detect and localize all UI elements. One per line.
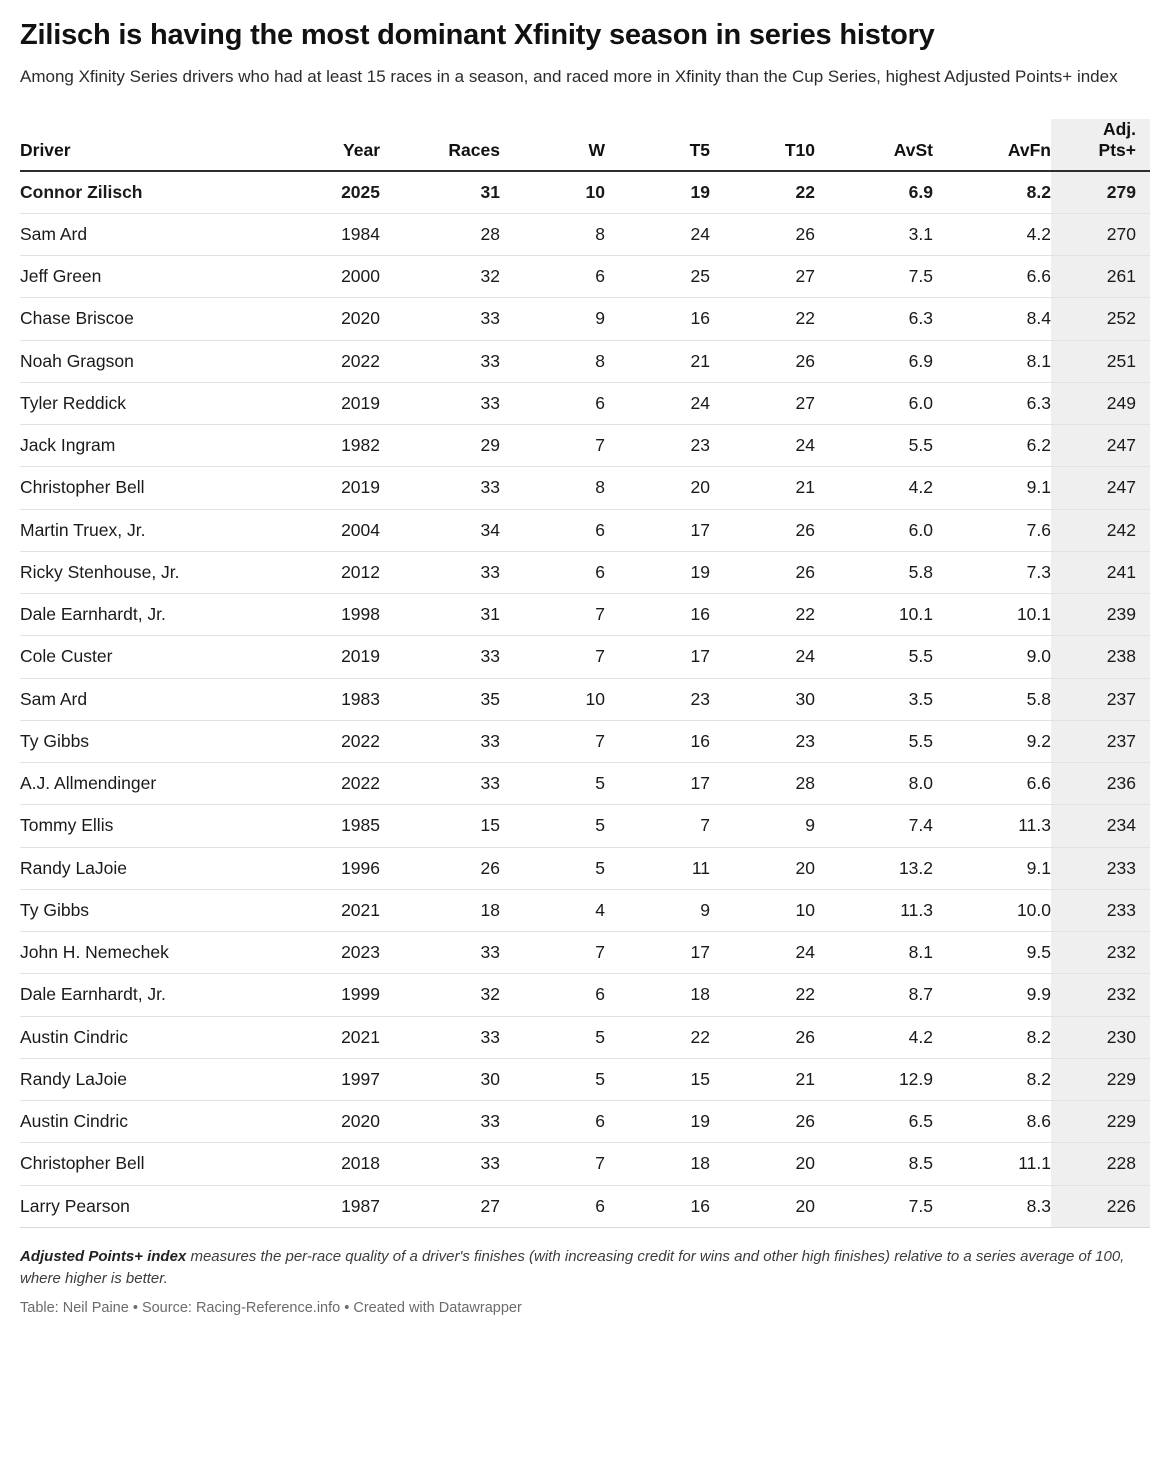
table-row	[20, 298, 1150, 340]
cell-races: 31	[380, 171, 500, 214]
cell-year: 1996	[270, 847, 380, 889]
cell-driver: Noah Gragson	[20, 340, 270, 382]
cell-adj-pts: 261	[1051, 256, 1150, 298]
cell-year: 2025	[270, 171, 380, 214]
cell-adj-pts: 232	[1051, 974, 1150, 1016]
cell-top10: 28	[710, 763, 815, 805]
cell-year: 2022	[270, 720, 380, 762]
cell-wins: 7	[500, 720, 605, 762]
cell-top10: 26	[710, 551, 815, 593]
cell-avst: 8.0	[815, 763, 933, 805]
cell-avfn: 6.6	[933, 256, 1051, 298]
cell-races: 18	[380, 889, 500, 931]
cell-year: 2000	[270, 256, 380, 298]
table-row	[20, 1101, 1150, 1143]
cell-top5: 17	[605, 932, 710, 974]
cell-wins: 8	[500, 213, 605, 255]
cell-driver: Austin Cindric	[20, 1016, 270, 1058]
cell-driver: Sam Ard	[20, 678, 270, 720]
cell-top10: 22	[710, 594, 815, 636]
cell-year: 1985	[270, 805, 380, 847]
cell-races: 29	[380, 425, 500, 467]
cell-top5: 11	[605, 847, 710, 889]
cell-adj-pts: 236	[1051, 763, 1150, 805]
table-row	[20, 256, 1150, 298]
cell-races: 33	[380, 932, 500, 974]
cell-top5: 17	[605, 509, 710, 551]
cell-top10: 24	[710, 932, 815, 974]
cell-wins: 5	[500, 1058, 605, 1100]
cell-year: 1998	[270, 594, 380, 636]
cell-top5: 15	[605, 1058, 710, 1100]
cell-driver: Jack Ingram	[20, 425, 270, 467]
cell-driver: Chase Briscoe	[20, 298, 270, 340]
cell-top10: 23	[710, 720, 815, 762]
cell-driver: Dale Earnhardt, Jr.	[20, 594, 270, 636]
cell-wins: 10	[500, 678, 605, 720]
cell-driver: Martin Truex, Jr.	[20, 509, 270, 551]
page-title: Zilisch is having the most dominant Xfinity season in series history	[20, 19, 935, 51]
footnote-lead: Adjusted Points+ index	[20, 1247, 187, 1265]
adj-header-line1: Adj.	[1102, 119, 1136, 140]
cell-year: 1983	[270, 678, 380, 720]
cell-top10: 22	[710, 974, 815, 1016]
cell-top10: 30	[710, 678, 815, 720]
cell-top5: 17	[605, 763, 710, 805]
cell-avfn: 8.2	[933, 171, 1051, 214]
cell-avst: 5.5	[815, 720, 933, 762]
cell-top5: 16	[605, 298, 710, 340]
cell-avfn: 8.3	[933, 1185, 1051, 1227]
table-row	[20, 551, 1150, 593]
cell-races: 33	[380, 636, 500, 678]
cell-driver: Cole Custer	[20, 636, 270, 678]
cell-year: 2022	[270, 763, 380, 805]
cell-avfn: 6.6	[933, 763, 1051, 805]
cell-top10: 21	[710, 1058, 815, 1100]
cell-races: 35	[380, 678, 500, 720]
cell-top10: 20	[710, 1185, 815, 1227]
cell-wins: 6	[500, 382, 605, 424]
cell-wins: 6	[500, 551, 605, 593]
cell-driver: Ricky Stenhouse, Jr.	[20, 551, 270, 593]
cell-races: 32	[380, 974, 500, 1016]
cell-top5: 18	[605, 974, 710, 1016]
cell-adj-pts: 247	[1051, 467, 1150, 509]
cell-adj-pts: 228	[1051, 1143, 1150, 1185]
cell-avfn: 9.1	[933, 467, 1051, 509]
cell-avfn: 10.1	[933, 594, 1051, 636]
cell-avst: 3.1	[815, 213, 933, 255]
cell-avfn: 8.2	[933, 1058, 1051, 1100]
cell-wins: 7	[500, 594, 605, 636]
footnote-rest: measures the per-race quality of a driver's finishes (with increasing credit for wins and other high finishes) relative to a series average of 100, where higher is better.	[20, 1247, 1125, 1287]
cell-top10: 20	[710, 847, 815, 889]
table-body	[20, 171, 1150, 1228]
cell-avst: 10.1	[815, 594, 933, 636]
cell-year: 2004	[270, 509, 380, 551]
cell-year: 2021	[270, 889, 380, 931]
cell-top5: 19	[605, 1101, 710, 1143]
cell-races: 26	[380, 847, 500, 889]
cell-wins: 5	[500, 1016, 605, 1058]
cell-races: 27	[380, 1185, 500, 1227]
cell-avst: 6.9	[815, 340, 933, 382]
cell-avfn: 6.3	[933, 382, 1051, 424]
column-header-avfn[interactable]: AvFn	[933, 119, 1051, 170]
cell-wins: 7	[500, 932, 605, 974]
cell-top5: 21	[605, 340, 710, 382]
cell-top10: 26	[710, 340, 815, 382]
cell-year: 1987	[270, 1185, 380, 1227]
cell-avst: 6.5	[815, 1101, 933, 1143]
cell-driver: Jeff Green	[20, 256, 270, 298]
cell-year: 1997	[270, 1058, 380, 1100]
table-row	[20, 171, 1150, 214]
cell-top5: 22	[605, 1016, 710, 1058]
cell-avst: 7.5	[815, 256, 933, 298]
column-header-wins[interactable]: W	[500, 119, 605, 170]
cell-adj-pts: 230	[1051, 1016, 1150, 1058]
table-row	[20, 1185, 1150, 1227]
cell-avst: 4.2	[815, 467, 933, 509]
cell-adj-pts: 233	[1051, 889, 1150, 931]
cell-driver: A.J. Allmendinger	[20, 763, 270, 805]
table-header	[20, 119, 1150, 170]
cell-top5: 24	[605, 382, 710, 424]
cell-adj-pts: 270	[1051, 213, 1150, 255]
column-header-top10[interactable]: T10	[710, 119, 815, 170]
cell-avst: 6.9	[815, 171, 933, 214]
cell-driver: Tyler Reddick	[20, 382, 270, 424]
cell-avst: 7.5	[815, 1185, 933, 1227]
cell-avfn: 8.6	[933, 1101, 1051, 1143]
cell-year: 2023	[270, 932, 380, 974]
page-subtitle: Among Xfinity Series drivers who had at least 15 races in a season, and raced more in Xfinity than the Cup Series, highest Adjusted Points+ index	[20, 66, 1118, 86]
cell-avst: 6.3	[815, 298, 933, 340]
cell-year: 2019	[270, 382, 380, 424]
table-row	[20, 467, 1150, 509]
table-row	[20, 932, 1150, 974]
credit-line: Table: Neil Paine • Source: Racing-Reference.info • Created with Datawrapper	[20, 1300, 522, 1317]
cell-adj-pts: 226	[1051, 1185, 1150, 1227]
stats-table	[20, 119, 1150, 1228]
cell-avfn: 7.3	[933, 551, 1051, 593]
cell-avfn: 9.2	[933, 720, 1051, 762]
cell-top5: 7	[605, 805, 710, 847]
table-row	[20, 509, 1150, 551]
cell-wins: 6	[500, 1101, 605, 1143]
cell-avst: 13.2	[815, 847, 933, 889]
table-row	[20, 425, 1150, 467]
cell-wins: 7	[500, 636, 605, 678]
cell-avst: 6.0	[815, 509, 933, 551]
cell-avst: 4.2	[815, 1016, 933, 1058]
cell-top10: 24	[710, 636, 815, 678]
cell-races: 33	[380, 340, 500, 382]
table-row	[20, 340, 1150, 382]
cell-top10: 26	[710, 213, 815, 255]
cell-top5: 20	[605, 467, 710, 509]
cell-top5: 19	[605, 551, 710, 593]
table-row	[20, 763, 1150, 805]
cell-races: 32	[380, 256, 500, 298]
cell-avfn: 8.1	[933, 340, 1051, 382]
cell-wins: 6	[500, 1185, 605, 1227]
cell-races: 33	[380, 1016, 500, 1058]
cell-avfn: 4.2	[933, 213, 1051, 255]
cell-avfn: 11.3	[933, 805, 1051, 847]
cell-avfn: 7.6	[933, 509, 1051, 551]
cell-adj-pts: 229	[1051, 1101, 1150, 1143]
cell-driver: Connor Zilisch	[20, 171, 270, 214]
cell-adj-pts: 251	[1051, 340, 1150, 382]
table-row	[20, 889, 1150, 931]
footnote	[20, 1246, 1150, 1290]
cell-top5: 16	[605, 720, 710, 762]
cell-top10: 26	[710, 1101, 815, 1143]
column-header-races[interactable]: Races	[380, 119, 500, 170]
cell-driver: John H. Nemechek	[20, 932, 270, 974]
cell-adj-pts: 237	[1051, 678, 1150, 720]
cell-top10: 26	[710, 509, 815, 551]
cell-races: 33	[380, 298, 500, 340]
cell-driver: Sam Ard	[20, 213, 270, 255]
cell-wins: 7	[500, 425, 605, 467]
cell-avfn: 9.9	[933, 974, 1051, 1016]
cell-avst: 8.5	[815, 1143, 933, 1185]
table-row	[20, 594, 1150, 636]
cell-races: 33	[380, 467, 500, 509]
cell-races: 33	[380, 1101, 500, 1143]
cell-top10: 20	[710, 1143, 815, 1185]
table-header-row	[20, 119, 1150, 170]
cell-avst: 11.3	[815, 889, 933, 931]
cell-wins: 7	[500, 1143, 605, 1185]
cell-top10: 22	[710, 298, 815, 340]
cell-top5: 16	[605, 594, 710, 636]
cell-wins: 4	[500, 889, 605, 931]
cell-top5: 25	[605, 256, 710, 298]
cell-races: 34	[380, 509, 500, 551]
cell-wins: 8	[500, 340, 605, 382]
cell-races: 30	[380, 1058, 500, 1100]
cell-year: 2022	[270, 340, 380, 382]
cell-adj-pts: 233	[1051, 847, 1150, 889]
cell-wins: 5	[500, 847, 605, 889]
cell-year: 2019	[270, 636, 380, 678]
cell-adj-pts: 229	[1051, 1058, 1150, 1100]
table-row	[20, 636, 1150, 678]
cell-driver: Tommy Ellis	[20, 805, 270, 847]
cell-wins: 6	[500, 509, 605, 551]
table-row	[20, 974, 1150, 1016]
cell-avst: 5.5	[815, 636, 933, 678]
cell-top5: 23	[605, 425, 710, 467]
column-header-year[interactable]: Year	[270, 119, 380, 170]
column-header-driver[interactable]: Driver	[20, 119, 270, 170]
cell-driver: Christopher Bell	[20, 467, 270, 509]
cell-driver: Randy LaJoie	[20, 847, 270, 889]
cell-avfn: 6.2	[933, 425, 1051, 467]
cell-wins: 8	[500, 467, 605, 509]
cell-year: 2020	[270, 1101, 380, 1143]
cell-top10: 27	[710, 382, 815, 424]
cell-top5: 18	[605, 1143, 710, 1185]
adj-header-line2: Pts+	[1098, 140, 1136, 161]
cell-wins: 6	[500, 974, 605, 1016]
cell-adj-pts: 237	[1051, 720, 1150, 762]
cell-avfn: 8.4	[933, 298, 1051, 340]
cell-races: 28	[380, 213, 500, 255]
cell-races: 33	[380, 1143, 500, 1185]
column-header-top5[interactable]: T5	[605, 119, 710, 170]
table-row	[20, 382, 1150, 424]
cell-driver: Austin Cindric	[20, 1101, 270, 1143]
cell-races: 33	[380, 551, 500, 593]
cell-wins: 9	[500, 298, 605, 340]
cell-top5: 23	[605, 678, 710, 720]
cell-top10: 21	[710, 467, 815, 509]
cell-adj-pts: 279	[1051, 171, 1150, 214]
cell-avst: 8.7	[815, 974, 933, 1016]
cell-adj-pts: 238	[1051, 636, 1150, 678]
cell-year: 2018	[270, 1143, 380, 1185]
table-row	[20, 213, 1150, 255]
cell-top5: 16	[605, 1185, 710, 1227]
cell-races: 33	[380, 763, 500, 805]
cell-top10: 10	[710, 889, 815, 931]
cell-avst: 8.1	[815, 932, 933, 974]
cell-avfn: 11.1	[933, 1143, 1051, 1185]
cell-wins: 10	[500, 171, 605, 214]
cell-driver: Dale Earnhardt, Jr.	[20, 974, 270, 1016]
cell-driver: Randy LaJoie	[20, 1058, 270, 1100]
cell-avst: 6.0	[815, 382, 933, 424]
table-row	[20, 847, 1150, 889]
cell-avfn: 8.2	[933, 1016, 1051, 1058]
cell-year: 2020	[270, 298, 380, 340]
column-header-avst[interactable]: AvSt	[815, 119, 933, 170]
cell-avfn: 9.5	[933, 932, 1051, 974]
table-row	[20, 1016, 1150, 1058]
cell-top10: 9	[710, 805, 815, 847]
cell-races: 15	[380, 805, 500, 847]
cell-year: 2012	[270, 551, 380, 593]
cell-year: 2019	[270, 467, 380, 509]
cell-avfn: 10.0	[933, 889, 1051, 931]
cell-year: 2021	[270, 1016, 380, 1058]
cell-adj-pts: 234	[1051, 805, 1150, 847]
cell-avst: 7.4	[815, 805, 933, 847]
cell-wins: 5	[500, 805, 605, 847]
cell-adj-pts: 241	[1051, 551, 1150, 593]
cell-top10: 27	[710, 256, 815, 298]
cell-adj-pts: 252	[1051, 298, 1150, 340]
table-row	[20, 720, 1150, 762]
cell-races: 33	[380, 382, 500, 424]
cell-driver: Christopher Bell	[20, 1143, 270, 1185]
table-row	[20, 1143, 1150, 1185]
cell-avst: 5.8	[815, 551, 933, 593]
cell-avfn: 5.8	[933, 678, 1051, 720]
cell-adj-pts: 247	[1051, 425, 1150, 467]
cell-year: 1982	[270, 425, 380, 467]
column-header-adj-pts[interactable]	[1051, 119, 1150, 170]
cell-adj-pts: 239	[1051, 594, 1150, 636]
table-row	[20, 805, 1150, 847]
cell-races: 31	[380, 594, 500, 636]
cell-year: 1999	[270, 974, 380, 1016]
cell-driver: Ty Gibbs	[20, 889, 270, 931]
cell-adj-pts: 242	[1051, 509, 1150, 551]
cell-driver: Larry Pearson	[20, 1185, 270, 1227]
cell-races: 33	[380, 720, 500, 762]
cell-top5: 17	[605, 636, 710, 678]
cell-top5: 19	[605, 171, 710, 214]
table-row	[20, 1058, 1150, 1100]
cell-wins: 6	[500, 256, 605, 298]
cell-top5: 24	[605, 213, 710, 255]
cell-adj-pts: 232	[1051, 932, 1150, 974]
cell-driver: Ty Gibbs	[20, 720, 270, 762]
cell-top10: 26	[710, 1016, 815, 1058]
cell-year: 1984	[270, 213, 380, 255]
cell-avst: 5.5	[815, 425, 933, 467]
cell-top10: 24	[710, 425, 815, 467]
table-row	[20, 678, 1150, 720]
cell-avfn: 9.1	[933, 847, 1051, 889]
cell-top10: 22	[710, 171, 815, 214]
cell-wins: 5	[500, 763, 605, 805]
cell-top5: 9	[605, 889, 710, 931]
cell-avst: 3.5	[815, 678, 933, 720]
cell-avfn: 9.0	[933, 636, 1051, 678]
cell-avst: 12.9	[815, 1058, 933, 1100]
cell-adj-pts: 249	[1051, 382, 1150, 424]
